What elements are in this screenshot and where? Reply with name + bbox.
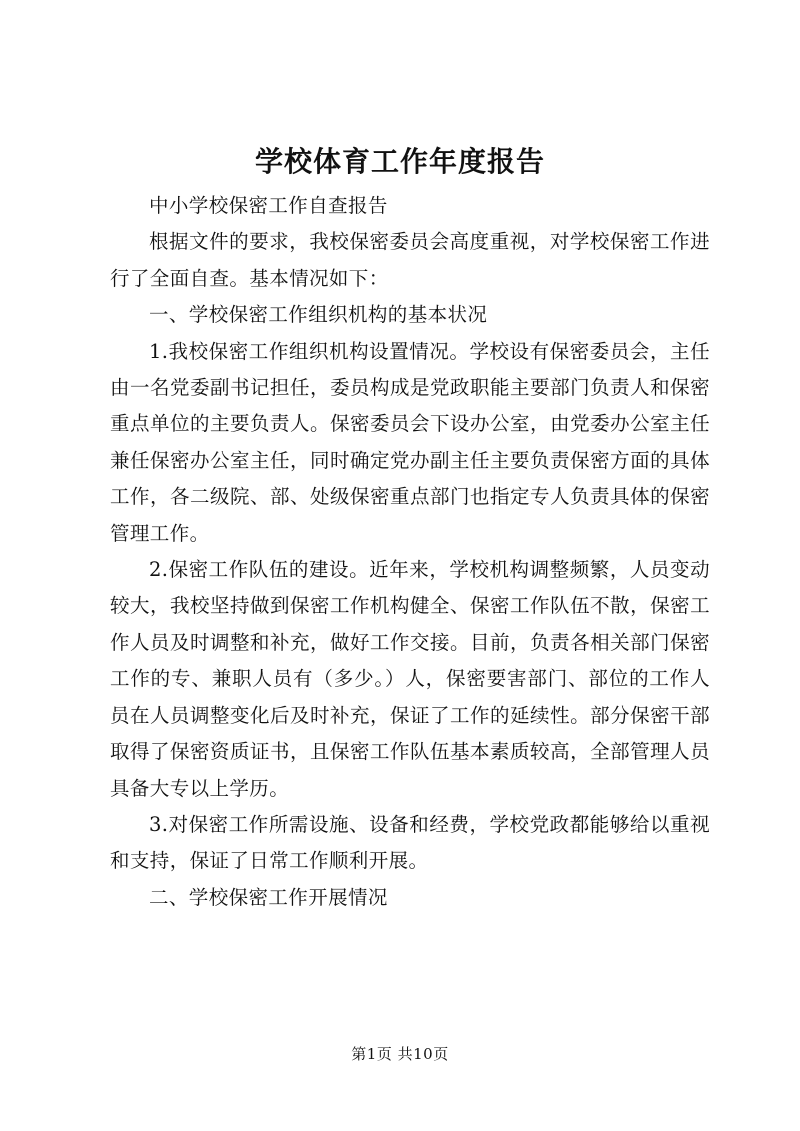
item-paragraph-1: 1.我校保密工作组织机构设置情况。学校设有保密委员会，主任由一名党委副书记担任，委员构成是党政职能主要部门负责人和保密重点单位的主要负责人。保密委员会下设办公室，由党委办公室主任兼任保密办公室主任，同时确定党办副主任主要负责保密方面的具体工作，各二级院、部、处级保密重点部门也指定专人负责具体的保密管理工作。 bbox=[110, 339, 710, 545]
subtitle-paragraph: 中小学校保密工作自查报告 bbox=[149, 194, 388, 217]
document-body bbox=[110, 188, 710, 916]
item-paragraph-3: 3.对保密工作所需设施、设备和经费，学校党政都能够给以重视和支持，保证了日常工作顺利开展。 bbox=[110, 812, 710, 873]
intro-paragraph: 根据文件的要求，我校保密委员会高度重视，对学校保密工作进行了全面自查。基本情况如下： bbox=[110, 230, 710, 290]
page-number-footer: 第1页 共10页 bbox=[351, 1045, 449, 1063]
document-title: 学校体育工作年度报告 bbox=[254, 145, 545, 178]
item-paragraph-2: 2.保密工作队伍的建设。近年来，学校机构调整频繁，人员变动较大，我校坚持做到保密工作机构健全、保密工作队伍不散，保密工作人员及时调整和补充，做好工作交接。目前，负责各相关部门保密工作的专、兼职人员有（多少。）人，保密要害部门、部位的工作人员在人员调整变化后及时补充，保证了工作的延续性。部分保密干部取得了保密资质证书，且保密工作队伍基本素质较高，全部管理人员具备大专以上学历。 bbox=[110, 558, 710, 800]
section-heading-2: 二、学校保密工作开展情况 bbox=[149, 885, 388, 909]
section-heading-1: 一、学校保密工作组织机构的基本状况 bbox=[149, 303, 488, 327]
